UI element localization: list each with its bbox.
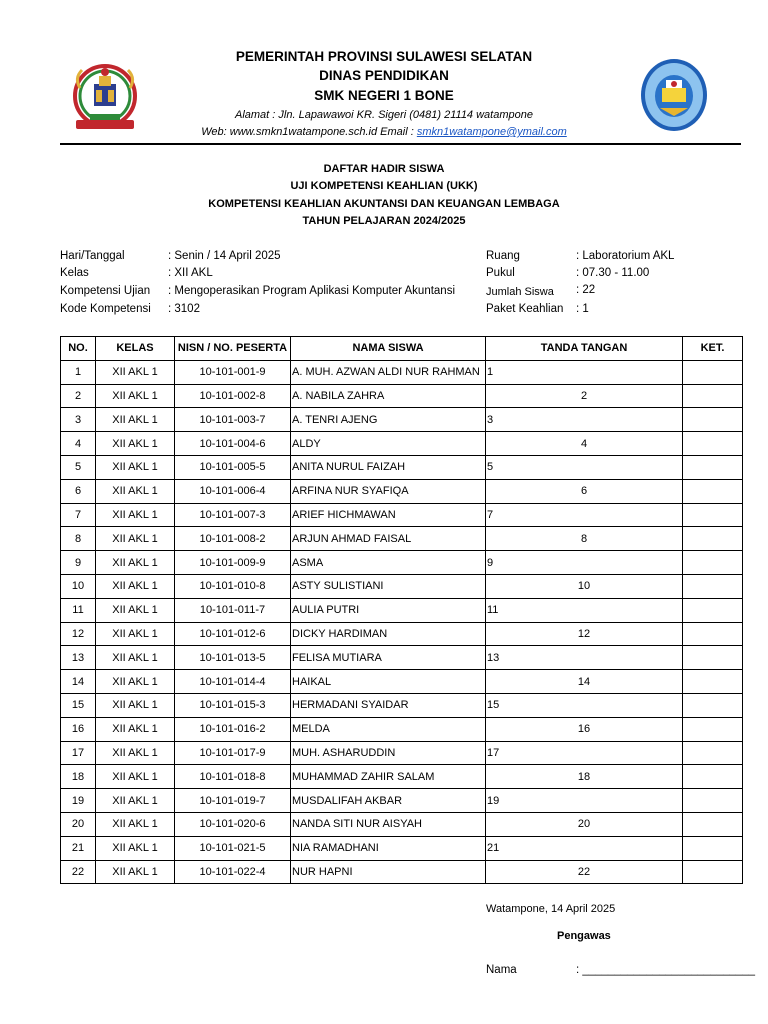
info-value-package: : 1 (576, 303, 589, 315)
cell-note[interactable] (683, 622, 743, 646)
cell-note[interactable] (683, 503, 743, 527)
cell-student-name: ANITA NURUL FAIZAH (291, 455, 486, 479)
cell-note[interactable] (683, 408, 743, 432)
cell-note[interactable] (683, 836, 743, 860)
cell-signature[interactable]: 5 (486, 455, 683, 479)
cell-student-name: AULIA PUTRI (291, 598, 486, 622)
cell-signature[interactable]: 20 (486, 812, 683, 836)
cell-class: XII AKL 1 (96, 360, 175, 384)
cell-student-name: A. MUH. AZWAN ALDI NUR RAHMAN (291, 360, 486, 384)
cell-signature[interactable]: 19 (486, 789, 683, 813)
table-row (61, 860, 743, 884)
cell-nisn: 10-101-012-6 (175, 622, 291, 646)
cell-nisn: 10-101-004-6 (175, 432, 291, 456)
cell-nisn: 10-101-006-4 (175, 479, 291, 503)
info-label-student-count: Jumlah Siswa (486, 286, 554, 298)
table-row (61, 432, 743, 456)
cell-nisn: 10-101-019-7 (175, 789, 291, 813)
cell-nisn: 10-101-007-3 (175, 503, 291, 527)
table-row (61, 527, 743, 551)
footer-name-label: Nama (486, 964, 517, 976)
cell-student-name: NUR HAPNI (291, 860, 486, 884)
cell-no: 10 (61, 574, 96, 598)
email-link[interactable]: smkn1watampone@ymail.com (416, 126, 567, 138)
cell-note[interactable] (683, 598, 743, 622)
cell-class: XII AKL 1 (96, 741, 175, 765)
header-government: PEMERINTAH PROVINSI SULAWESI SELATAN (235, 49, 533, 64)
doc-subtitle-ukk: UJI KOMPETENSI KEAHLIAN (UKK) (290, 180, 478, 192)
cell-no: 1 (61, 360, 96, 384)
cell-nisn: 10-101-020-6 (175, 812, 291, 836)
col-header-nisn: NISN / NO. PESERTA (175, 337, 291, 361)
cell-class: XII AKL 1 (96, 479, 175, 503)
cell-student-name: ALDY (291, 432, 486, 456)
table-row (61, 551, 743, 575)
cell-class: XII AKL 1 (96, 408, 175, 432)
header-address: Alamat : Jln. Lapawawoi KR. Sigeri (0481) 21114 watampone (235, 109, 533, 121)
cell-student-name: ARJUN AHMAD FAISAL (291, 527, 486, 551)
cell-no: 20 (61, 812, 96, 836)
cell-no: 6 (61, 479, 96, 503)
table-row (61, 574, 743, 598)
cell-signature[interactable]: 6 (486, 479, 683, 503)
cell-nisn: 10-101-011-7 (175, 598, 291, 622)
cell-class: XII AKL 1 (96, 503, 175, 527)
cell-no: 22 (61, 860, 96, 884)
info-value-date: : Senin / 14 April 2025 (168, 250, 281, 262)
cell-no: 15 (61, 693, 96, 717)
cell-no: 5 (61, 455, 96, 479)
cell-signature[interactable]: 2 (486, 384, 683, 408)
table-row (61, 598, 743, 622)
cell-note[interactable] (683, 717, 743, 741)
doc-title: DAFTAR HADIR SISWA (323, 163, 445, 175)
table-row (61, 479, 743, 503)
cell-signature[interactable]: 3 (486, 408, 683, 432)
cell-class: XII AKL 1 (96, 574, 175, 598)
table-row (61, 693, 743, 717)
cell-no: 8 (61, 527, 96, 551)
cell-class: XII AKL 1 (96, 860, 175, 884)
cell-note[interactable] (683, 432, 743, 456)
cell-no: 18 (61, 765, 96, 789)
cell-student-name: A. NABILA ZAHRA (291, 384, 486, 408)
cell-student-name: ARIEF HICHMAWAN (291, 503, 486, 527)
cell-nisn: 10-101-013-5 (175, 646, 291, 670)
cell-no: 7 (61, 503, 96, 527)
cell-student-name: ARFINA NUR SYAFIQA (291, 479, 486, 503)
table-row (61, 503, 743, 527)
cell-student-name: HERMADANI SYAIDAR (291, 693, 486, 717)
cell-student-name: MUHAMMAD ZAHIR SALAM (291, 765, 486, 789)
cell-nisn: 10-101-010-8 (175, 574, 291, 598)
info-label-competency: Kompetensi Ujian (60, 285, 151, 297)
cell-note[interactable] (683, 741, 743, 765)
doc-subtitle-competency: KOMPETENSI KEAHLIAN AKUNTANSI DAN KEUANGAN LEMBAGA (208, 198, 560, 210)
cell-note[interactable] (683, 384, 743, 408)
cell-class: XII AKL 1 (96, 812, 175, 836)
cell-class: XII AKL 1 (96, 717, 175, 741)
cell-no: 16 (61, 717, 96, 741)
cell-note[interactable] (683, 812, 743, 836)
cell-no: 19 (61, 789, 96, 813)
cell-no: 2 (61, 384, 96, 408)
cell-signature[interactable]: 13 (486, 646, 683, 670)
cell-nisn: 10-101-002-8 (175, 384, 291, 408)
cell-nisn: 10-101-005-5 (175, 455, 291, 479)
cell-note[interactable] (683, 789, 743, 813)
cell-nisn: 10-101-001-9 (175, 360, 291, 384)
cell-student-name: A. TENRI AJENG (291, 408, 486, 432)
cell-student-name: NIA RAMADHANI (291, 836, 486, 860)
cell-note[interactable] (683, 551, 743, 575)
attendance-table (60, 336, 743, 884)
footer-name-line: : ___________________________ (576, 964, 756, 976)
cell-signature[interactable]: 10 (486, 574, 683, 598)
info-value-room: : Laboratorium AKL (576, 250, 675, 262)
cell-nisn: 10-101-022-4 (175, 860, 291, 884)
cell-nisn: 10-101-015-3 (175, 693, 291, 717)
cell-class: XII AKL 1 (96, 789, 175, 813)
cell-class: XII AKL 1 (96, 836, 175, 860)
cell-student-name: MUH. ASHARUDDIN (291, 741, 486, 765)
cell-signature[interactable]: 12 (486, 622, 683, 646)
header-department: DINAS PENDIDIKAN (319, 68, 449, 83)
info-value-class: : XII AKL (168, 267, 213, 279)
cell-signature[interactable]: 7 (486, 503, 683, 527)
cell-note[interactable] (683, 479, 743, 503)
table-row (61, 812, 743, 836)
cell-nisn: 10-101-016-2 (175, 717, 291, 741)
table-row (61, 765, 743, 789)
table-row (61, 717, 743, 741)
table-row (61, 646, 743, 670)
cell-student-name: ASMA (291, 551, 486, 575)
cell-signature[interactable]: 17 (486, 741, 683, 765)
cell-signature[interactable]: 4 (486, 432, 683, 456)
table-row (61, 360, 743, 384)
cell-signature[interactable]: 22 (486, 860, 683, 884)
header-web: Web: www.smkn1watampone.sch.id Email : (201, 126, 417, 138)
cell-nisn: 10-101-009-9 (175, 551, 291, 575)
table-row (61, 384, 743, 408)
cell-note[interactable] (683, 527, 743, 551)
cell-student-name: NANDA SITI NUR AISYAH (291, 812, 486, 836)
table-row (61, 789, 743, 813)
cell-signature[interactable]: 18 (486, 765, 683, 789)
cell-student-name: ASTY SULISTIANI (291, 574, 486, 598)
cell-student-name: FELISA MUTIARA (291, 646, 486, 670)
cell-student-name: MELDA (291, 717, 486, 741)
cell-note[interactable] (683, 670, 743, 694)
cell-class: XII AKL 1 (96, 646, 175, 670)
cell-signature[interactable]: 1 (486, 360, 683, 384)
col-header-no: NO. (61, 337, 96, 361)
cell-note[interactable] (683, 455, 743, 479)
cell-class: XII AKL 1 (96, 765, 175, 789)
info-value-time: : 07.30 - 11.00 (576, 267, 650, 279)
cell-class: XII AKL 1 (96, 455, 175, 479)
table-row (61, 622, 743, 646)
info-value-code: : 3102 (168, 303, 200, 315)
cell-class: XII AKL 1 (96, 551, 175, 575)
cell-note[interactable] (683, 860, 743, 884)
header-divider (60, 143, 741, 145)
table-row (61, 408, 743, 432)
info-label-room: Ruang (486, 250, 520, 262)
cell-nisn: 10-101-003-7 (175, 408, 291, 432)
cell-student-name: DICKY HARDIMAN (291, 622, 486, 646)
cell-signature[interactable]: 16 (486, 717, 683, 741)
table-row (61, 455, 743, 479)
cell-no: 12 (61, 622, 96, 646)
cell-no: 13 (61, 646, 96, 670)
info-label-code: Kode Kompetensi (60, 303, 151, 315)
cell-no: 4 (61, 432, 96, 456)
cell-class: XII AKL 1 (96, 670, 175, 694)
cell-no: 11 (61, 598, 96, 622)
cell-note[interactable] (683, 360, 743, 384)
cell-class: XII AKL 1 (96, 432, 175, 456)
cell-no: 21 (61, 836, 96, 860)
cell-note[interactable] (683, 646, 743, 670)
col-header-note: KET. (683, 337, 743, 361)
col-header-name: NAMA SISWA (291, 337, 486, 361)
cell-student-name: HAIKAL (291, 670, 486, 694)
cell-no: 3 (61, 408, 96, 432)
cell-nisn: 10-101-021-5 (175, 836, 291, 860)
cell-class: XII AKL 1 (96, 693, 175, 717)
table-header-row (61, 337, 743, 361)
cell-signature[interactable]: 21 (486, 836, 683, 860)
info-label-package: Paket Keahlian (486, 303, 564, 315)
cell-signature[interactable]: 9 (486, 551, 683, 575)
cell-note[interactable] (683, 765, 743, 789)
table-row (61, 670, 743, 694)
cell-student-name: MUSDALIFAH AKBAR (291, 789, 486, 813)
cell-signature[interactable]: 14 (486, 670, 683, 694)
cell-signature[interactable]: 15 (486, 693, 683, 717)
cell-nisn: 10-101-014-4 (175, 670, 291, 694)
cell-signature[interactable]: 8 (486, 527, 683, 551)
col-header-class: KELAS (96, 337, 175, 361)
header-contact (0, 126, 768, 138)
info-label-date: Hari/Tanggal (60, 250, 125, 262)
cell-no: 9 (61, 551, 96, 575)
cell-note[interactable] (683, 693, 743, 717)
cell-nisn: 10-101-008-2 (175, 527, 291, 551)
footer-role: Pengawas (557, 930, 611, 942)
table-row (61, 741, 743, 765)
cell-no: 17 (61, 741, 96, 765)
table-row (61, 836, 743, 860)
cell-class: XII AKL 1 (96, 598, 175, 622)
info-value-competency: : Mengoperasikan Program Aplikasi Komputer Akuntansi (168, 285, 456, 297)
header-school-name: SMK NEGERI 1 BONE (314, 88, 454, 103)
cell-class: XII AKL 1 (96, 622, 175, 646)
doc-subtitle-year: TAHUN PELAJARAN 2024/2025 (302, 215, 466, 227)
cell-class: XII AKL 1 (96, 384, 175, 408)
cell-note[interactable] (683, 574, 743, 598)
info-value-student-count: : 22 (576, 284, 596, 296)
info-label-time: Pukul (486, 267, 515, 279)
cell-nisn: 10-101-018-8 (175, 765, 291, 789)
footer-place-date: Watampone, 14 April 2025 (486, 903, 616, 915)
cell-no: 14 (61, 670, 96, 694)
cell-nisn: 10-101-017-9 (175, 741, 291, 765)
cell-signature[interactable]: 11 (486, 598, 683, 622)
info-label-class: Kelas (60, 267, 89, 279)
cell-class: XII AKL 1 (96, 527, 175, 551)
col-header-signature: TANDA TANGAN (486, 337, 683, 361)
